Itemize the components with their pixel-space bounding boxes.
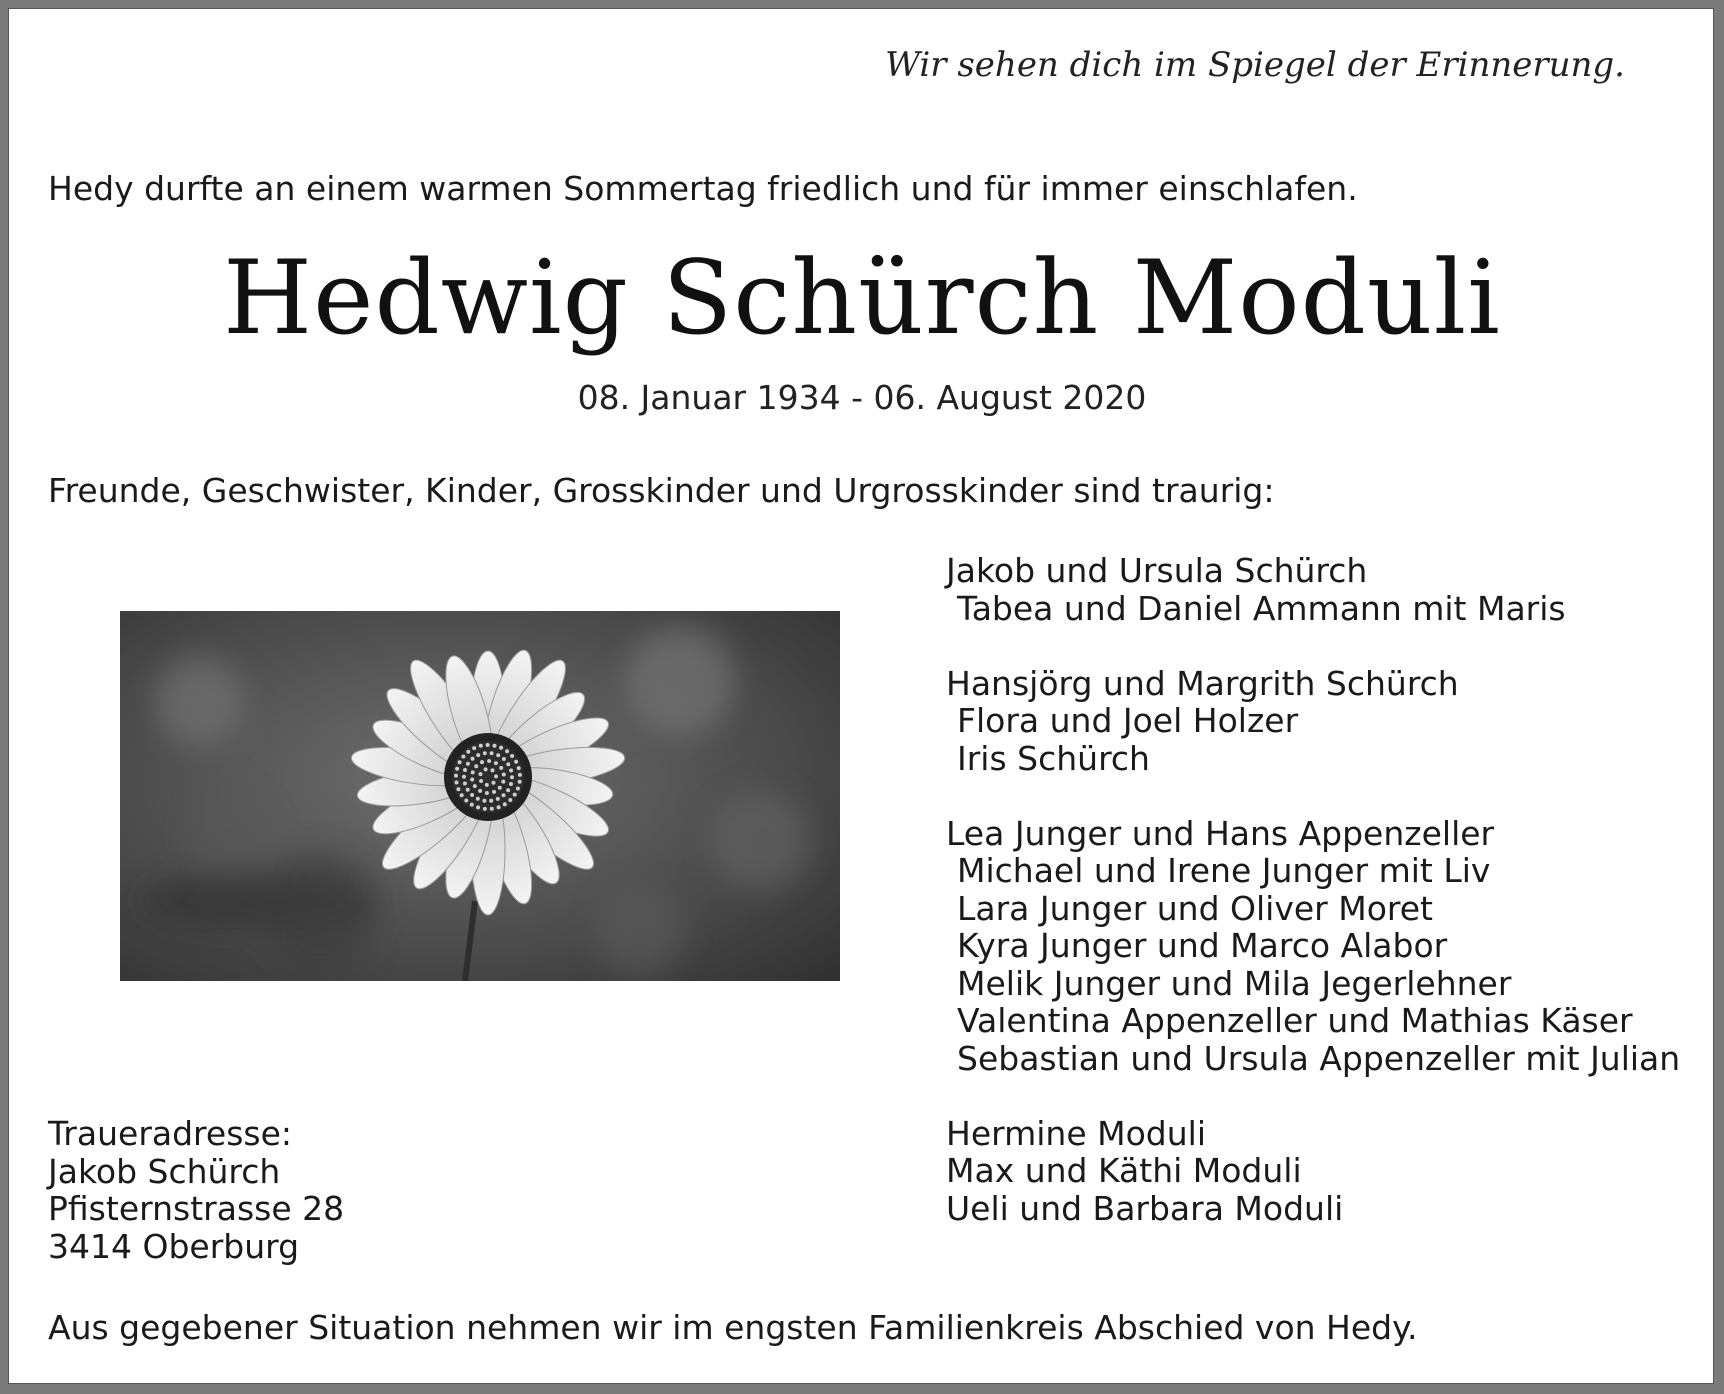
center-dot (466, 788, 470, 792)
center-dot (463, 768, 467, 772)
address-label: Traueradresse: (48, 1114, 293, 1153)
center-dot (478, 789, 482, 793)
center-dot (492, 790, 496, 794)
center-dot (483, 751, 487, 755)
family-member: Kyra Junger und Marco Alabor (957, 926, 1448, 965)
center-dot (502, 757, 506, 761)
center-dot (471, 770, 475, 774)
center-dot (502, 793, 506, 797)
center-dot (506, 788, 510, 792)
family-member: Valentina Appenzeller und Mathias Käser (957, 1001, 1633, 1040)
family-group (946, 552, 1680, 627)
center-dot (479, 779, 483, 783)
family-group (946, 665, 1680, 778)
motto: Wir sehen dich im Spiegel der Erinnerung. (885, 45, 1625, 85)
family-head: Hermine Moduli (946, 1113, 1206, 1153)
center-dot (490, 751, 494, 755)
center-dot (485, 783, 489, 787)
center-dot (483, 807, 487, 811)
family-list (946, 552, 1680, 1227)
center-dot (455, 781, 459, 785)
center-dot (473, 784, 477, 788)
center-dot (491, 768, 495, 772)
center-dot (513, 793, 517, 797)
center-dot (486, 743, 490, 747)
center-dot (454, 774, 458, 778)
family-member: Iris Schürch (957, 738, 1150, 778)
center-dot (480, 760, 484, 764)
center-dot (506, 762, 510, 766)
center-dot (517, 766, 521, 770)
center-dot (479, 744, 483, 748)
life-dates: 08. Januar 1934 - 06. August 2020 (577, 378, 1147, 417)
center-dot (510, 754, 514, 758)
center-dot (499, 766, 503, 770)
center-dot (455, 767, 459, 771)
center-dot (492, 781, 496, 785)
center-dot (497, 805, 501, 809)
family-head: Hansjörg und Margrith Schürch (946, 663, 1459, 703)
intro-text: Hedy durfte an einem warmen Sommertag friedlich und für immer einschlafen. (48, 169, 1358, 208)
center-dot (474, 764, 478, 768)
center-dot (493, 744, 497, 748)
center-dot (498, 786, 502, 790)
center-dot (518, 780, 522, 784)
address-name: Jakob Schürch (48, 1151, 281, 1191)
center-dot (502, 773, 506, 777)
center-dot (462, 775, 466, 779)
flower-photo (120, 611, 840, 981)
center-dot (460, 793, 464, 797)
deceased-name: Hedwig Schürch Moduli (223, 239, 1501, 358)
center-dot (466, 750, 470, 754)
family-member: Michael und Irene Junger mit Liv (957, 851, 1491, 890)
center-dot (472, 746, 476, 750)
center-dot (484, 767, 488, 771)
center-dot (499, 746, 503, 750)
center-dot (476, 797, 480, 801)
family-member: Lara Junger und Oliver Moret (957, 888, 1433, 928)
center-dot (489, 799, 493, 803)
center-dot (510, 775, 514, 779)
center-dot (485, 791, 489, 795)
center-dot (501, 780, 505, 784)
center-dot (518, 773, 522, 777)
center-dot (458, 760, 462, 764)
family-group (946, 815, 1680, 1078)
family-group (946, 1115, 1680, 1228)
center-dot (503, 802, 507, 806)
mourners-intro: Freunde, Geschwister, Kinder, Grosskinder und Urgrosskinder sind traurig: (48, 471, 1275, 510)
center-dot (456, 787, 460, 791)
center-dot (487, 759, 491, 763)
center-dot (494, 774, 498, 778)
center-dot (464, 799, 468, 803)
center-dot (466, 762, 470, 766)
center-dot (514, 760, 518, 764)
closing-text: Aus gegebener Situation nehmen wir im engsten Familienkreis Abschied von Hedy. (48, 1308, 1418, 1347)
center-dot (470, 803, 474, 807)
family-head: Jakob und Ursula Schürch (946, 551, 1368, 590)
family-member: Melik Junger und Mila Jegerlehner (957, 963, 1512, 1003)
family-member: Tabea und Daniel Ammann mit Maris (957, 588, 1566, 628)
center-dot (494, 761, 498, 765)
center-dot (505, 749, 509, 753)
center-dot (476, 805, 480, 809)
center-dot (482, 799, 486, 803)
center-dot (461, 755, 465, 759)
center-dot (463, 782, 467, 786)
address-street: Pfisternstrasse 28 (48, 1189, 345, 1228)
center-dot (476, 753, 480, 757)
center-dot (470, 793, 474, 797)
center-dot (509, 769, 513, 773)
center-dot (479, 772, 483, 776)
family-member: Sebastian und Ursula Appenzeller mit Julian (957, 1038, 1681, 1078)
mourning-address (48, 1115, 344, 1265)
family-member: Flora und Joel Holzer (957, 701, 1299, 740)
center-dot (471, 757, 475, 761)
center-dot (490, 807, 494, 811)
center-dot (508, 798, 512, 802)
family-head: Max und Käthi Moduli (946, 1151, 1302, 1190)
family-head: Ueli und Barbara Moduli (946, 1188, 1344, 1228)
obituary-page (8, 8, 1714, 1384)
center-dot (470, 778, 474, 782)
address-city: 3414 Oberburg (48, 1226, 300, 1266)
center-dot (496, 753, 500, 757)
center-dot (509, 782, 513, 786)
center-dot (496, 797, 500, 801)
center-dot (516, 787, 520, 791)
family-head: Lea Junger und Hans Appenzeller (946, 813, 1495, 853)
